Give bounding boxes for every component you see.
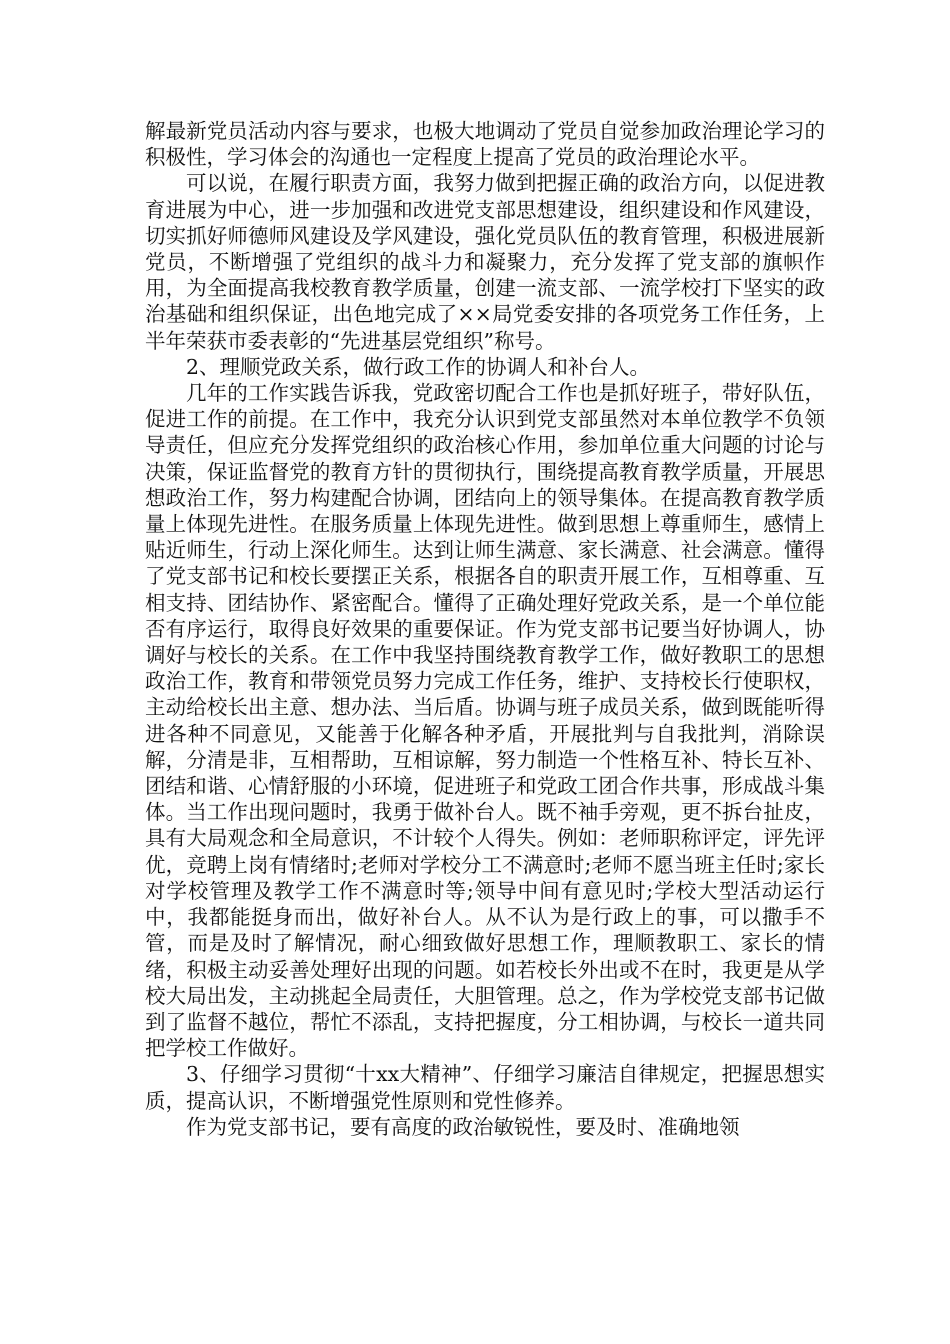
section-heading-2: 2、理顺党政关系，做行政工作的协调人和补台人。 bbox=[186, 354, 651, 379]
section-heading-3: 3、仔细学习贯彻“十xx大精神”、仔细学习廉洁自律规定，把握思想实质，提高认识，不断增强党性原则和党性修养。 bbox=[145, 1062, 825, 1113]
document-body bbox=[145, 118, 825, 1140]
paragraph-2: 可以说，在履行职责方面，我努力做到把握正确的政治方向，以促进教育进展为中心，进一步加强和改进党支部思想建设，组织建设和作风建设，切实抓好师德师风建设及学风建设，强化党员队伍的教育管理，积极进展新党员，不断增强了党组织的战斗力和凝聚力，充分发挥了党支部的旗帜作用，为全面提高我校教育教学质量，创建一流支部、一流学校打下坚实的政治基础和组织保证，出色地完成了××局党委安排的各项党务工作任务，上半年荣获市委表彰的“先进基层党组织”称号。 bbox=[145, 171, 825, 353]
paragraph-3: 几年的工作实践告诉我，党政密切配合工作也是抓好班子，带好队伍，促进工作的前提。在工作中，我充分认识到党支部虽然对本单位教学不负领导责任，但应充分发挥党组织的政治核心作用，参加单位重大问题的讨论与决策，保证监督党的教育方针的贯彻执行，围绕提高教育教学质量，开展思想政治工作，努力构建配合协调，团结向上的领导集体。在提高教育教学质量上体现先进性。在服务质量上体现先进性。做到思想上尊重师生，感情上贴近师生，行动上深化师生。达到让师生满意、家长满意、社会满意。懂得了党支部书记和校长要摆正关系，根据各自的职责开展工作，互相尊重、互相支持、团结协作、紧密配合。懂得了正确处理好党政关系，是一个单位能否有序运行，取得良好效果的重要保证。作为党支部书记要当好协调人，协调好与校长的关系。在工作中我坚持围绕教育教学工作，做好教职工的思想政治工作，教育和带领党员努力完成工作任务，维护、支持校长行使职权，主动给校长出主意、想办法、当后盾。协调与班子成员关系，做到既能听得进各种不同意见，又能善于化解各种矛盾，开展批判与自我批判，消除误解，分清是非，互相帮助，互相谅解，努力制造一个性格互补、特长互补、团结和谐、心情舒服的小环境，促进班子和党政工团合作共事，形成战斗集体。当工作出现问题时，我勇于做补台人。既不袖手旁观，更不拆台扯皮，具有大局观念和全局意识，不计较个人得失。例如：老师职称评定，评先评优，竞聘上岗有情绪时;老师对学校分工不满意时;老师不愿当班主任时;家长对学校管理及教学工作不满意时等;领导中间有意见时;学校大型活动运行中，我都能挺身而出，做好补台人。从不认为是行政上的事，可以撒手不管，而是及时了解情况，耐心细致做好思想工作，理顺教职工、家长的情绪，积极主动妥善处理好出现的问题。如若校长外出或不在时，我更是从学校大局出发，主动挑起全局责任，大胆管理。总之，作为学校党支部书记做到了监督不越位，帮忙不添乱，支持把握度，分工相协调，与校长一道共同把学校工作做好。 bbox=[145, 381, 825, 1061]
paragraph-1: 解最新党员活动内容与要求，也极大地调动了党员自觉参加政治理论学习的积极性，学习体会的沟通也一定程度上提高了党员的政治理论水平。 bbox=[145, 119, 825, 170]
paragraph-4: 作为党支部书记，要有高度的政治敏锐性，要及时、准确地领 bbox=[186, 1114, 740, 1139]
